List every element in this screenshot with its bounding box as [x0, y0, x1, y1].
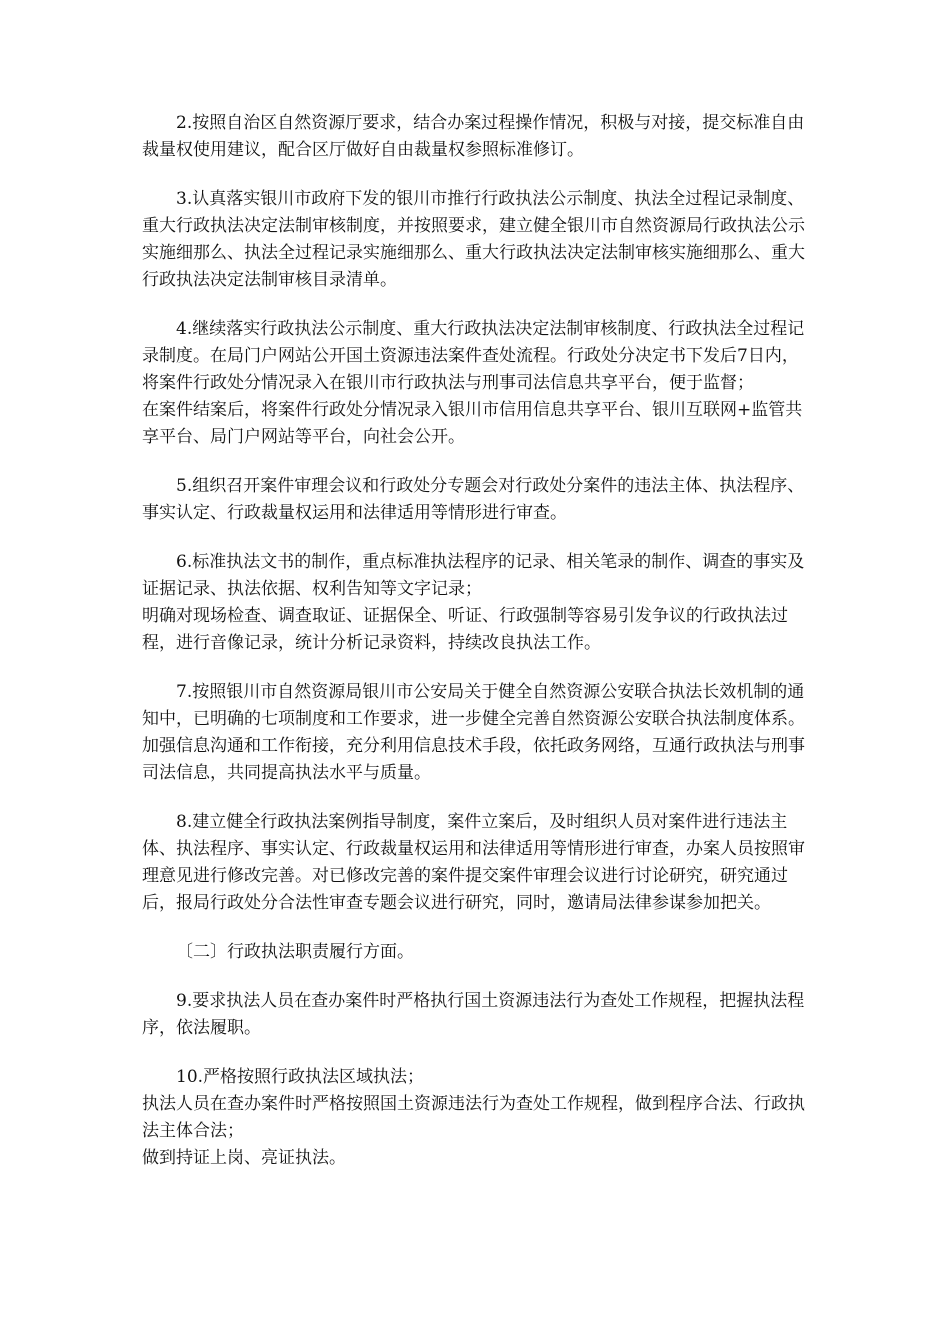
section-heading-2	[142, 939, 810, 966]
section-heading-text: 〔二〕行政执法职责履行方面。	[176, 942, 414, 962]
document-body	[142, 110, 810, 1194]
paragraph-2	[142, 110, 810, 164]
paragraph-10	[142, 1064, 810, 1172]
paragraph-continuation: 在案件结案后，将案件行政处分情况录入银川市信用信息共享平台、银川互联网+监管共享平台、局门户网站等平台，向社会公开。	[142, 400, 803, 447]
paragraph-6	[142, 549, 810, 657]
paragraph-5	[142, 473, 810, 527]
paragraph-8	[142, 809, 810, 917]
paragraph-4	[142, 316, 810, 451]
paragraph-text: 10.严格按照行政执法区域执法；	[176, 1067, 425, 1087]
paragraph-text: 5.组织召开案件审理会议和行政处分专题会对行政处分案件的违法主体、执法程序、事实认定、行政裁量权运用和法律适用等情形进行审查。	[142, 476, 805, 523]
paragraph-text: 6.标准执法文书的制作，重点标准执法程序的记录、相关笔录的制作、调查的事实及证据记录、执法依据、权利告知等文字记录；	[142, 552, 805, 599]
paragraph-text: 9.要求执法人员在查办案件时严格执行国土资源违法行为查处工作规程，把握执法程序，依法履职。	[142, 991, 805, 1038]
paragraph-text: 7.按照银川市自然资源局银川市公安局关于健全自然资源公安联合执法长效机制的通知中，已明确的七项制度和工作要求，进一步健全完善自然资源公安联合执法制度体系。加强信息沟通和工作衔接，充分利用信息技术手段，依托政务网络，互通行政执法与刑事司法信息，共同提高执法水平与质量。	[142, 682, 805, 783]
paragraph-9	[142, 988, 810, 1042]
paragraph-continuation: 执法人员在查办案件时严格按照国土资源违法行为查处工作规程，做到程序合法、行政执法主体合法；	[142, 1094, 805, 1141]
paragraph-text: 8.建立健全行政执法案例指导制度，案件立案后，及时组织人员对案件进行违法主体、执法程序、事实认定、行政裁量权运用和法律适用等情形进行审查，办案人员按照审理意见进行修改完善。对已修改完善的案件提交案件审理会议进行讨论研究，研究通过后，报局行政处分合法性审查专题会议进行研究，同时，邀请局法律参谋参加把关。	[142, 812, 805, 913]
paragraph-continuation: 明确对现场检查、调查取证、证据保全、听证、行政强制等容易引发争议的行政执法过程，进行音像记录，统计分析记录资料，持续改良执法工作。	[142, 606, 788, 653]
paragraph-text: 4.继续落实行政执法公示制度、重大行政执法决定法制审核制度、行政执法全过程记录制度。在局门户网站公开国土资源违法案件查处流程。行政处分决定书下发后7日内，将案件行政处分情况录入在银川市行政执法与刑事司法信息共享平台，便于监督；	[142, 319, 805, 393]
paragraph-continuation: 做到持证上岗、亮证执法。	[142, 1148, 346, 1168]
paragraph-text: 3.认真落实银川市政府下发的银川市推行行政执法公示制度、执法全过程记录制度、重大行政执法决定法制审核制度，并按照要求，建立健全银川市自然资源局行政执法公示实施细那么、执法全过程记录实施细那么、重大行政执法决定法制审核实施细那么、重大行政执法决定法制审核目录清单。	[142, 189, 805, 290]
paragraph-7	[142, 679, 810, 787]
paragraph-text: 2.按照自治区自然资源厅要求，结合办案过程操作情况，积极与对接，提交标准自由裁量权使用建议，配合区厅做好自由裁量权参照标准修订。	[142, 113, 805, 160]
paragraph-3	[142, 186, 810, 294]
